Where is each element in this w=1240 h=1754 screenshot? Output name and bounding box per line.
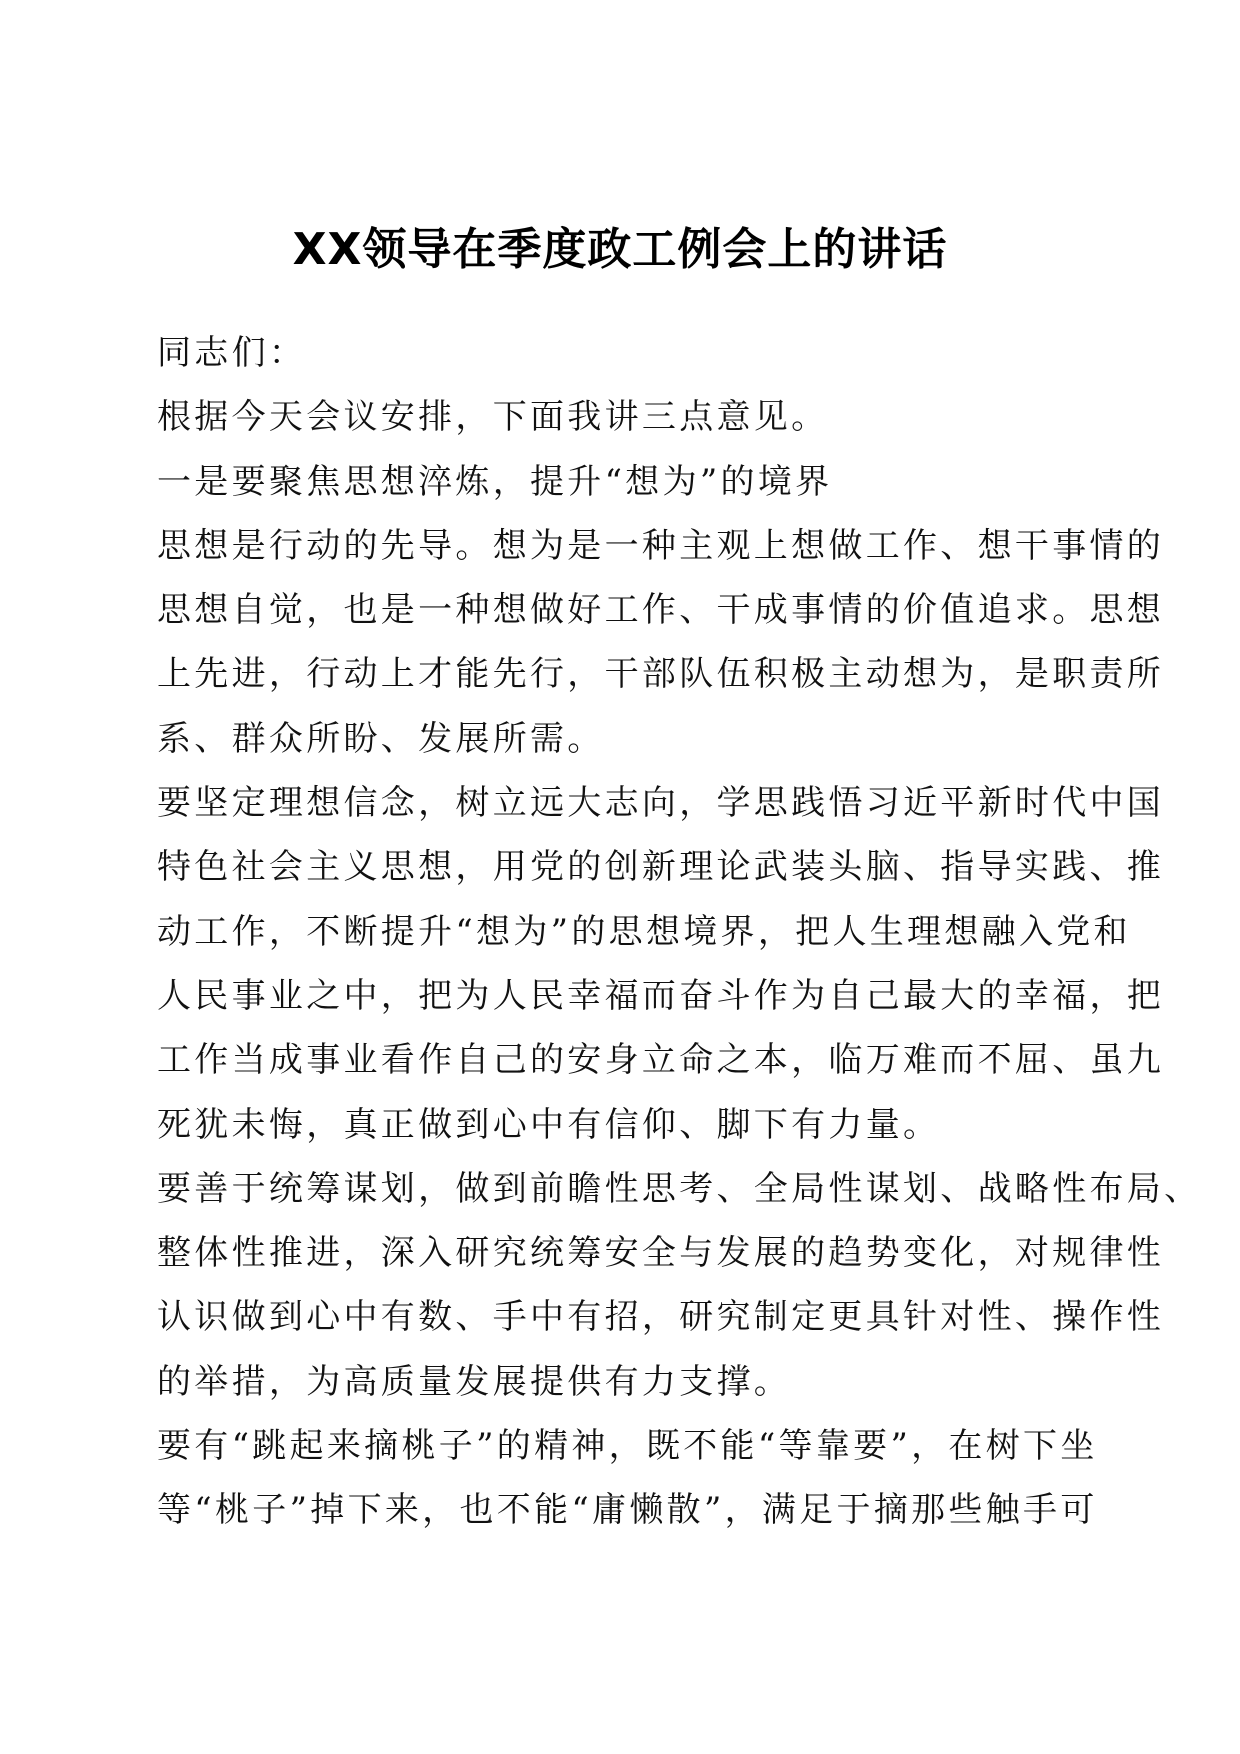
body-line: 系、群众所盼、发展所需。 <box>157 718 605 759</box>
body-line: 思想是行动的先导。想为是一种主观上想做工作、想干事情的 <box>157 525 1165 566</box>
body-line: 工作当成事业看作自己的安身立命之本，临万难而不屈、虽九 <box>157 1040 1165 1081</box>
body-line: 同志们： <box>157 333 307 373</box>
document-body <box>157 321 1202 1543</box>
body-line: 死犹未悔，真正做到心中有信仰、脚下有力量。 <box>157 1104 941 1145</box>
body-line: 上先进，行动上才能先行，干部队伍积极主动想为，是职责所 <box>157 654 1165 695</box>
body-line: 人民事业之中，把为人民幸福而奋斗作为自己最大的幸福，把 <box>157 975 1165 1016</box>
body-line: 动工作，不断提升“想为”的思想境界，把人生理想融入党和 <box>157 911 1131 952</box>
body-line: 根据今天会议安排，下面我讲三点意见。 <box>157 397 829 438</box>
body-line: 等“桃子”掉下来，也不能“庸懒散”，满足于摘那些触手可 <box>157 1490 1098 1531</box>
body-line: 要善于统筹谋划，做到前瞻性思考、全局性谋划、战略性布局、 <box>157 1168 1202 1209</box>
body-line: 特色社会主义思想，用党的创新理论武装头脑、指导实践、推 <box>157 847 1165 888</box>
body-line: 要有“跳起来摘桃子”的精神，既不能“等靠要”，在树下坐 <box>157 1426 1098 1467</box>
body-line: 整体性推进，深入研究统筹安全与发展的趋势变化，对规律性 <box>157 1233 1165 1274</box>
body-line: 要坚定理想信念，树立远大志向，学思践悟习近平新时代中国 <box>157 783 1165 824</box>
document-title: XX领导在季度政工例会上的讲话 <box>292 224 948 275</box>
body-line: 的举措，为高质量发展提供有力支撑。 <box>157 1361 792 1402</box>
body-line: 思想自觉，也是一种想做好工作、干成事情的价值追求。思想 <box>157 590 1165 631</box>
body-line: 认识做到心中有数、手中有招，研究制定更具针对性、操作性 <box>157 1297 1165 1338</box>
section-heading: 一是要聚焦思想淬炼，提升“想为”的境界 <box>157 461 833 502</box>
